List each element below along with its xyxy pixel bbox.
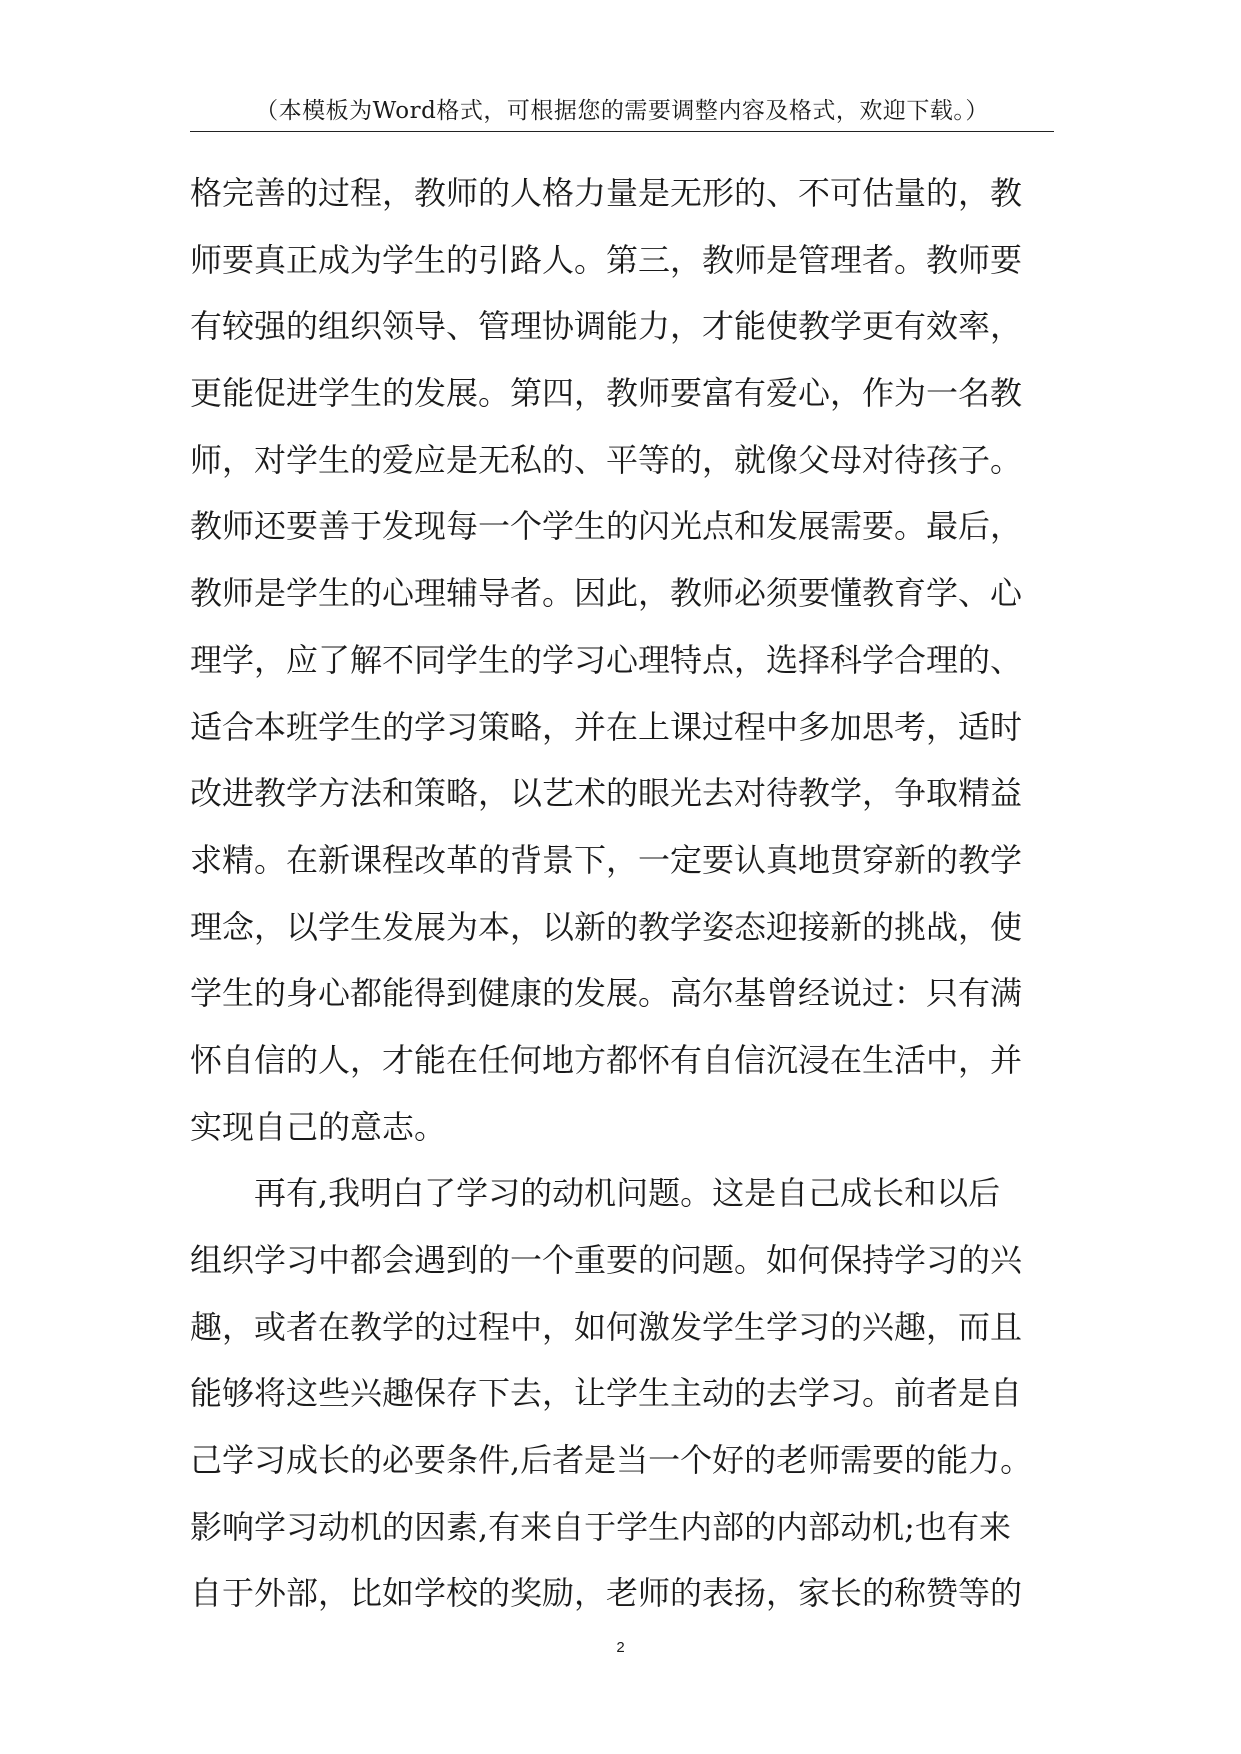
body-line: 趣，或者在教学的过程中，如何激发学生学习的兴趣，而且 xyxy=(190,1307,1023,1346)
body-line: 自于外部，比如学校的奖励，老师的表扬，家长的称赞等的 xyxy=(190,1574,1023,1613)
body-line: 师，对学生的爱应是无私的、平等的，就像父母对待孩子。 xyxy=(190,440,1023,479)
body-line: 师要真正成为学生的引路人。第三，教师是管理者。教师要 xyxy=(190,240,1023,279)
body-line: 能够将这些兴趣保存下去，让学生主动的去学习。前者是自 xyxy=(190,1374,1023,1413)
header-divider xyxy=(190,131,1054,132)
body-line: 教师是学生的心理辅导者。因此，教师必须要懂教育学、心 xyxy=(190,574,1023,613)
body-line: 适合本班学生的学习策略，并在上课过程中多加思考，适时 xyxy=(190,707,1023,746)
body-line: 格完善的过程，教师的人格力量是无形的、不可估量的，教 xyxy=(190,174,1023,212)
body-line: 实现自己的意志。 xyxy=(190,1107,447,1146)
paragraph-first-line: 再有,我明白了学习的动机问题。这是自己成长和以后 xyxy=(254,1174,1001,1213)
body-line: 有较强的组织领导、管理协调能力，才能使教学更有效率， xyxy=(190,307,1023,346)
body-line: 学生的身心都能得到健康的发展。高尔基曾经说过：只有满 xyxy=(190,974,1023,1013)
document-body xyxy=(190,160,1070,1627)
page-number: 2 xyxy=(616,1639,625,1656)
body-line: 怀自信的人，才能在任何地方都怀有自信沉浸在生活中，并 xyxy=(190,1040,1023,1079)
body-line: 求精。在新课程改革的背景下，一定要认真地贯穿新的教学 xyxy=(190,840,1023,879)
body-line: 理学，应了解不同学生的学习心理特点，选择科学合理的、 xyxy=(190,640,1023,679)
body-line: 己学习成长的必要条件,后者是当一个好的老师需要的能力。 xyxy=(190,1441,1033,1480)
body-line: 教师还要善于发现每一个学生的闪光点和发展需要。最后， xyxy=(190,507,1023,546)
document-header-note: （本模板为Word格式，可根据您的需要调整内容及格式，欢迎下载。） xyxy=(255,98,989,124)
body-line: 组织学习中都会遇到的一个重要的问题。如何保持学习的兴 xyxy=(190,1241,1023,1279)
body-line: 更能促进学生的发展。第四，教师要富有爱心，作为一名教 xyxy=(190,374,1023,413)
body-line: 影响学习动机的因素,有来自于学生内部的内部动机;也有来 xyxy=(190,1507,1011,1546)
body-line: 改进教学方法和策略，以艺术的眼光去对待教学，争取精益 xyxy=(190,774,1023,813)
body-line: 理念，以学生发展为本，以新的教学姿态迎接新的挑战，使 xyxy=(190,907,1023,946)
